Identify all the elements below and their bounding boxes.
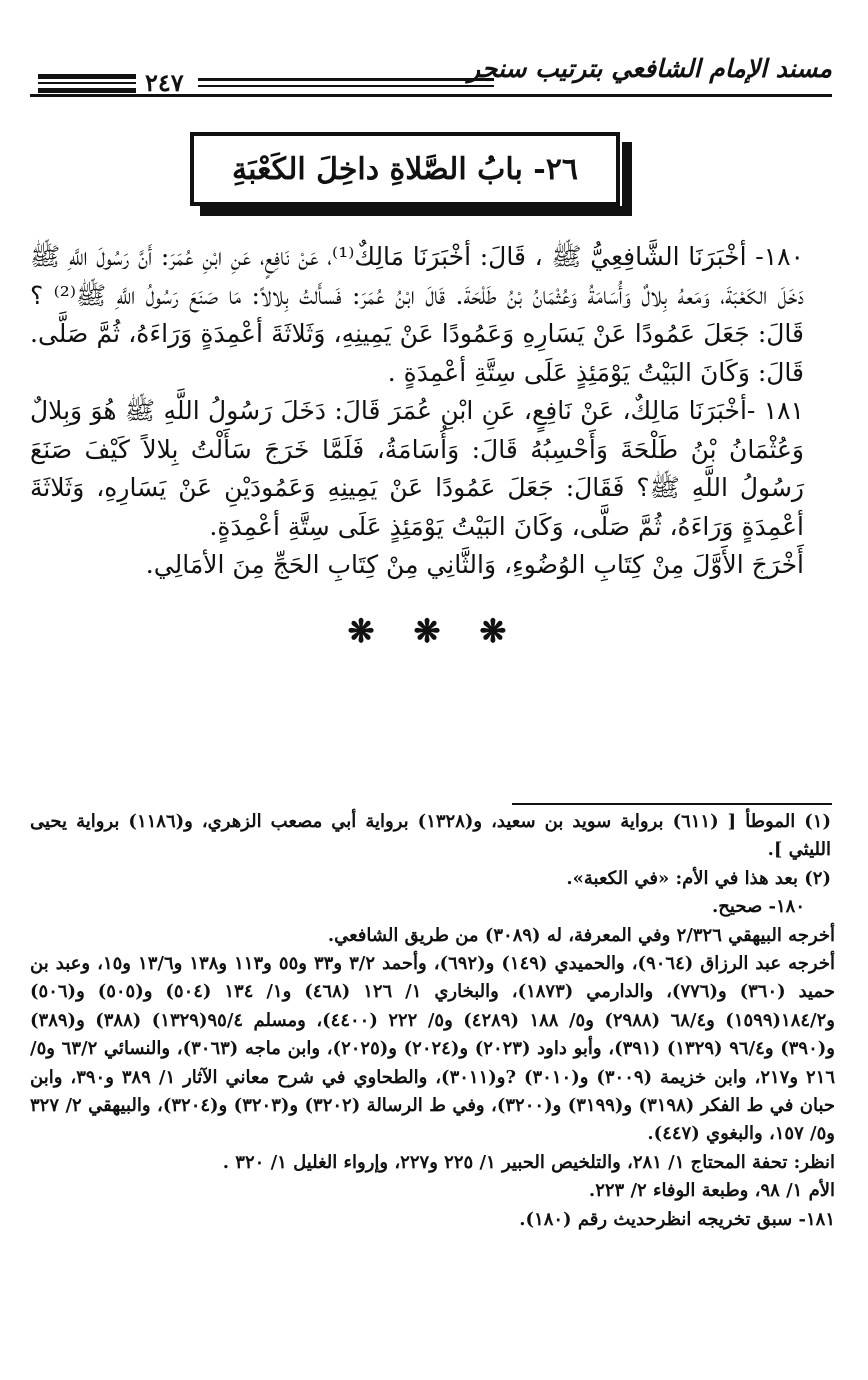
footnote-1: (١) الموطأ [ (٦١١) برواية سويد بن سعيد، و(١٣٢٨) برواية أبي مصعب الزهري، و(١١٨٦) برواية يحيى الليثي ]. <box>30 811 831 861</box>
hadith-180-see-also: انظر: تحفة المحتاج ١/ ٢٨١، والتلخيص الحبير ١/ ٢٢٥ و٢٢٧، وإرواء الغليل ١/ ٣٢٠ . <box>222 1151 835 1173</box>
hadith-181-note: ١٨١- سبق تخريجه انظرحديث رقم (١٨٠). <box>519 1208 835 1230</box>
page-number: ٢٤٧ <box>145 68 184 97</box>
hadith-180-takhrij: أخرجه عبد الرزاق (٩٠٦٤)، والحميدي (١٤٩) و(٦٩٢)، وأحمد ٣/٢ و٣٣ و٥٥ و١١٣ و١٣٨ و١٣/٦ و١٥، وعبد بن حميد (٣٦٠) و(٧٧٦)، والدارمي (١٨٧٣)، والبخاري ١/ ١٢٦ (٤٦٨) و١/ ١٣٤ (٥٠٤) و(٥٠٥) و(٥٠٦) و١٨٤/٢(١٥٩٩) و٦٨/٤ (٢٩٨٨) و٥/ ١٨٨ (٤٢٨٩) و٥/ ٢٢٢ (٤٤٠٠)، ومسلم ٩٥/٤(١٣٢٩) (٣٨٨) و(٣٨٩) و(٣٩٠) و٩٦/٤ (١٣٢٩) (٣٩١)، وأبو داود (٢٠٢٣) و(٢٠٢٤) و(٢٠٢٥)، وابن ماجه (٣٠٦٣)، والنسائي ٦٣/٢ و٥/ ٢١٦ و٢١٧، وابن خزيمة (٣٠٠٩) و(٣٠١٠) ?و(٣٠١١)، والطحاوي في شرح معاني الآثار ١/ ٣٨٩ و٣٩٠، وابن حبان في ط الفكر (٣١٩٨) و(٣١٩٩) و(٣٢٠٠)، وفي ط الرسالة (٣٢٠٢) و(٣٢٠٣) و(٣٢٠٤)، والبيهقي ٢/ ٣٢٧ و٥/ ١٥٧، والبغوي (٤٤٧). <box>30 953 836 1145</box>
header-rule <box>38 74 136 79</box>
source-note: أَخْرَجَ الأَوَّلَ مِنْ كِتَابِ الوُضُوءِ، وَالثَّانِي مِنْ كِتَابِ الحَجِّ مِنَ الأمَالِي. <box>145 550 804 579</box>
book-title: مسند الإمام الشافعي بترتيب سنجر <box>468 54 832 83</box>
header-rule <box>198 85 494 87</box>
chapter-heading-box <box>190 132 620 206</box>
header-rule <box>198 78 494 81</box>
hadith-180-bayhaqi: أخرجه البيهقي ٢/٣٢٦ وفي المعرفة، له (٣٠٨٩) من طريق الشافعي. <box>327 924 835 946</box>
hadith-181: ١٨١ -أخْبَرَنَا مَالِكٌ، عَنْ نَافِعٍ، عَنِ ابْنِ عُمَرَ قَالَ: دَخَلَ رَسُولُ اللَّهِ ﷺ هُوَ وَبِلالٌ وَعُثْمَانُ بْنُ طَلْحَةَ وَأَحْسِبُهُ قَالَ: وَأُسَامَةُ، فَلَمَّا خَرَجَ سَأَلْتُ بِلالاً كَيْفَ صَنَعَ رَسُولُ اللَّهِ ﷺ؟ فَقَالَ: جَعَلَ عَمُودًا عَنْ يَمِينِهِ وَعَمُودَيْنِ عَنْ يَسَارِهِ، وَثَلاثَةَ أعْمِدَةٍ وَرَاءَهُ، ثُمَّ صَلَّى، وَكَانَ البَيْتُ يَوْمَئِذٍ عَلَى سِتَّةِ أعْمِدَةٍ. <box>30 396 804 541</box>
footnote-2: (٢) بعد هذا في الأم: «في الكعبة». <box>566 867 831 889</box>
chapter-title: ٢٦- بابُ الصَّلاةِ داخِلَ الكَعْبَةِ <box>232 151 578 187</box>
header-rule <box>38 88 136 93</box>
section-separator: ❋ ❋ ❋ <box>347 612 521 650</box>
footnote-rule <box>512 803 832 805</box>
hadith-180: ١٨٠- أخْبَرَنَا الشَّافِعِيُّ ﷺ ، قَالَ: أخْبَرَنَا مَالِكٌ⁽¹⁾، عَنْ نَافِعٍ، عَنِ ابْنِ عُمَرَ: أَنَّ رَسُولَ اللَّهِ ﷺ دَخَلَ الكَعْبَةَ، وَمَعهُ بِلالٌ وَأُسَامَةُ وَعُثْمَانُ بْنُ طَلْحَةَ. قَالَ ابْنُ عُمَرَ: فَسأَلتُ بِلالاً: مَا صَنَعَ رَسُولُ اللَّهِ ﷺ⁽²⁾ ؟ قَالَ: جَعَلَ عَمُودًا عَنْ يَسَارِهِ وَعَمُودًا عَنْ يَمِينِهِ، وَثَلاثَةَ أعْمِدَةٍ وَرَاءَهُ، ثُمَّ صَلَّى. قَالَ: وَكَانَ البَيْتُ يَوْمَئِذٍ عَلَى سِتَّةِ أعْمِدَةٍ . <box>30 242 805 387</box>
header-rule <box>38 82 136 84</box>
chapter-box-shadow <box>200 206 632 216</box>
hadith-180-umm: الأم ١/ ٩٨، وطبعة الوفاء ٢/ ٢٢٣. <box>588 1180 835 1202</box>
chapter-box-shadow <box>622 142 632 216</box>
running-header <box>30 48 832 108</box>
footnotes <box>30 808 835 1234</box>
hadith-text <box>30 238 832 585</box>
hadith-180-grade: ١٨٠- صحيح. <box>712 896 805 918</box>
